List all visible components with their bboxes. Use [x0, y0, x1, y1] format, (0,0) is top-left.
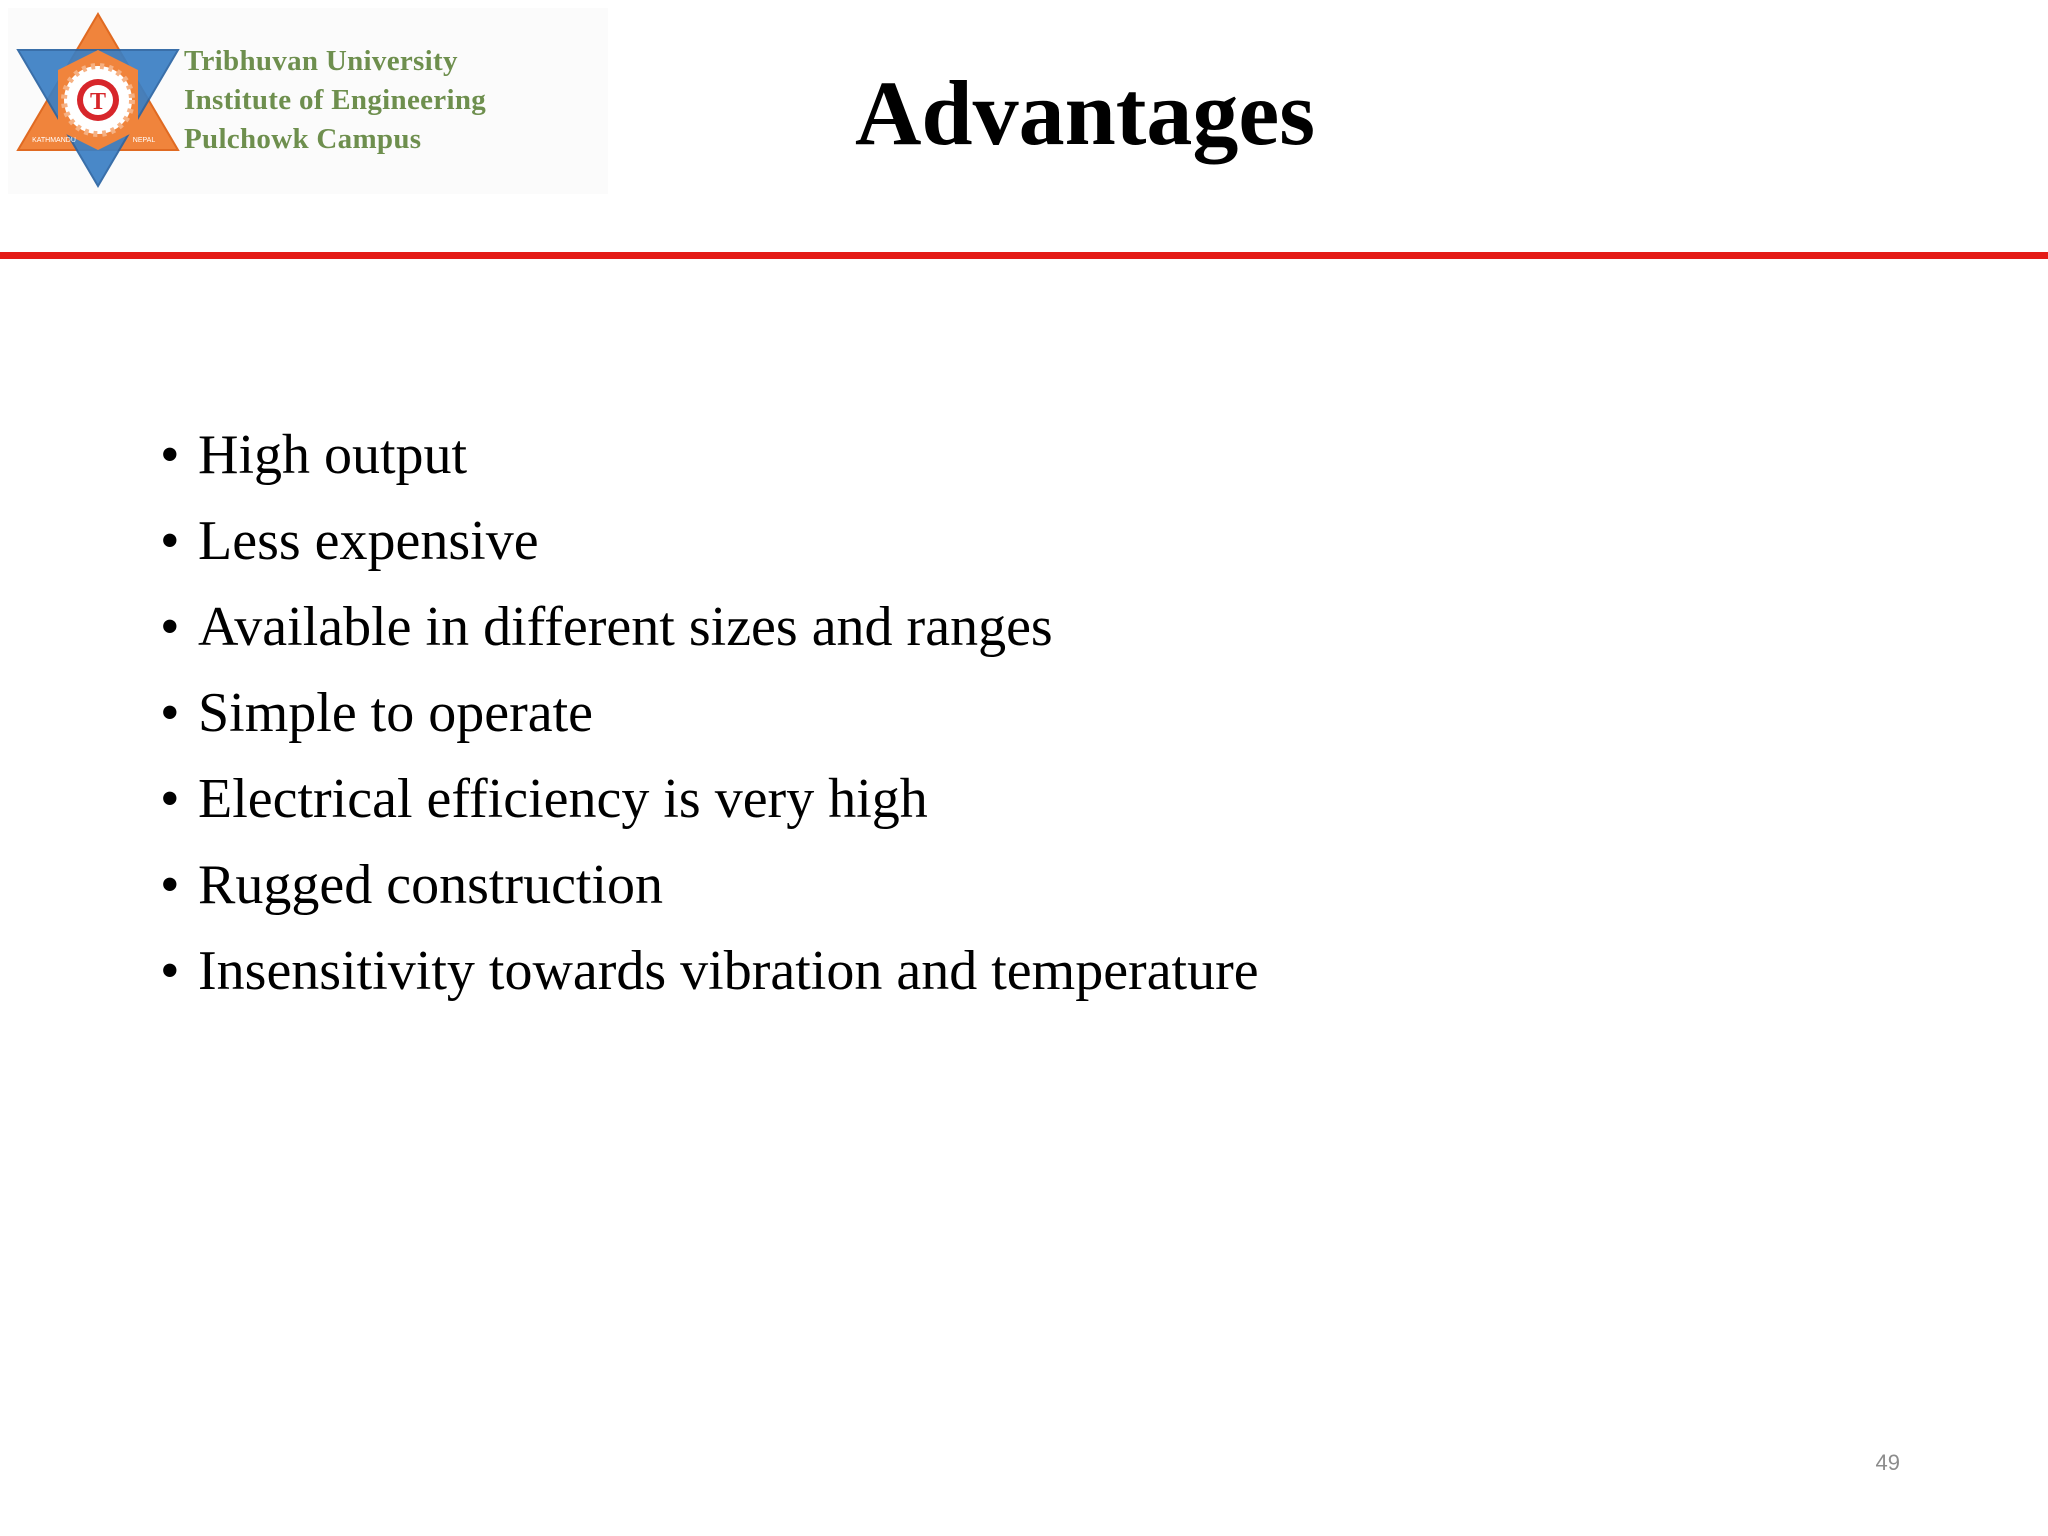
page-number: 49	[1875, 1450, 1900, 1475]
list-item	[160, 928, 1259, 1014]
institution-logo	[8, 8, 608, 194]
list-item-text: High output	[198, 424, 468, 486]
bullet-icon: •	[160, 596, 180, 658]
institution-name	[184, 42, 486, 159]
institution-line-institute: Institute of Engineering	[184, 84, 487, 116]
list-item	[160, 412, 1259, 498]
list-item-text: Less expensive	[198, 510, 539, 572]
bullet-icon: •	[160, 682, 180, 744]
bullet-icon: •	[160, 424, 180, 486]
list-item-text: Insensitivity towards vibration and temperature	[198, 940, 1259, 1002]
tribhuvan-university-emblem-icon	[12, 10, 184, 190]
list-item	[160, 670, 1259, 756]
bullet-icon: •	[160, 940, 180, 1002]
bullet-icon: •	[160, 854, 180, 916]
slide-title: Advantages	[854, 62, 1316, 164]
list-item	[160, 498, 1259, 584]
list-item-text: Available in different sizes and ranges	[198, 596, 1053, 658]
bullet-icon: •	[160, 768, 180, 830]
list-item-text: Rugged construction	[198, 854, 664, 916]
list-item	[160, 756, 1259, 842]
emblem-letter: T	[89, 89, 107, 115]
advantages-list	[160, 412, 1259, 1014]
bullet-icon: •	[160, 510, 180, 572]
list-item	[160, 584, 1259, 670]
header-divider	[0, 252, 2048, 259]
list-item	[160, 842, 1259, 928]
emblem-ring-text-right: NEPAL	[132, 137, 156, 144]
list-item-text: Electrical efficiency is very high	[198, 768, 928, 830]
slide-header	[0, 0, 2048, 260]
emblem-ring-text-left: KATHMANDU	[32, 137, 76, 144]
institution-line-university: Tribhuvan University	[184, 45, 458, 77]
institution-line-campus: Pulchowk Campus	[184, 123, 422, 155]
list-item-text: Simple to operate	[198, 682, 594, 744]
